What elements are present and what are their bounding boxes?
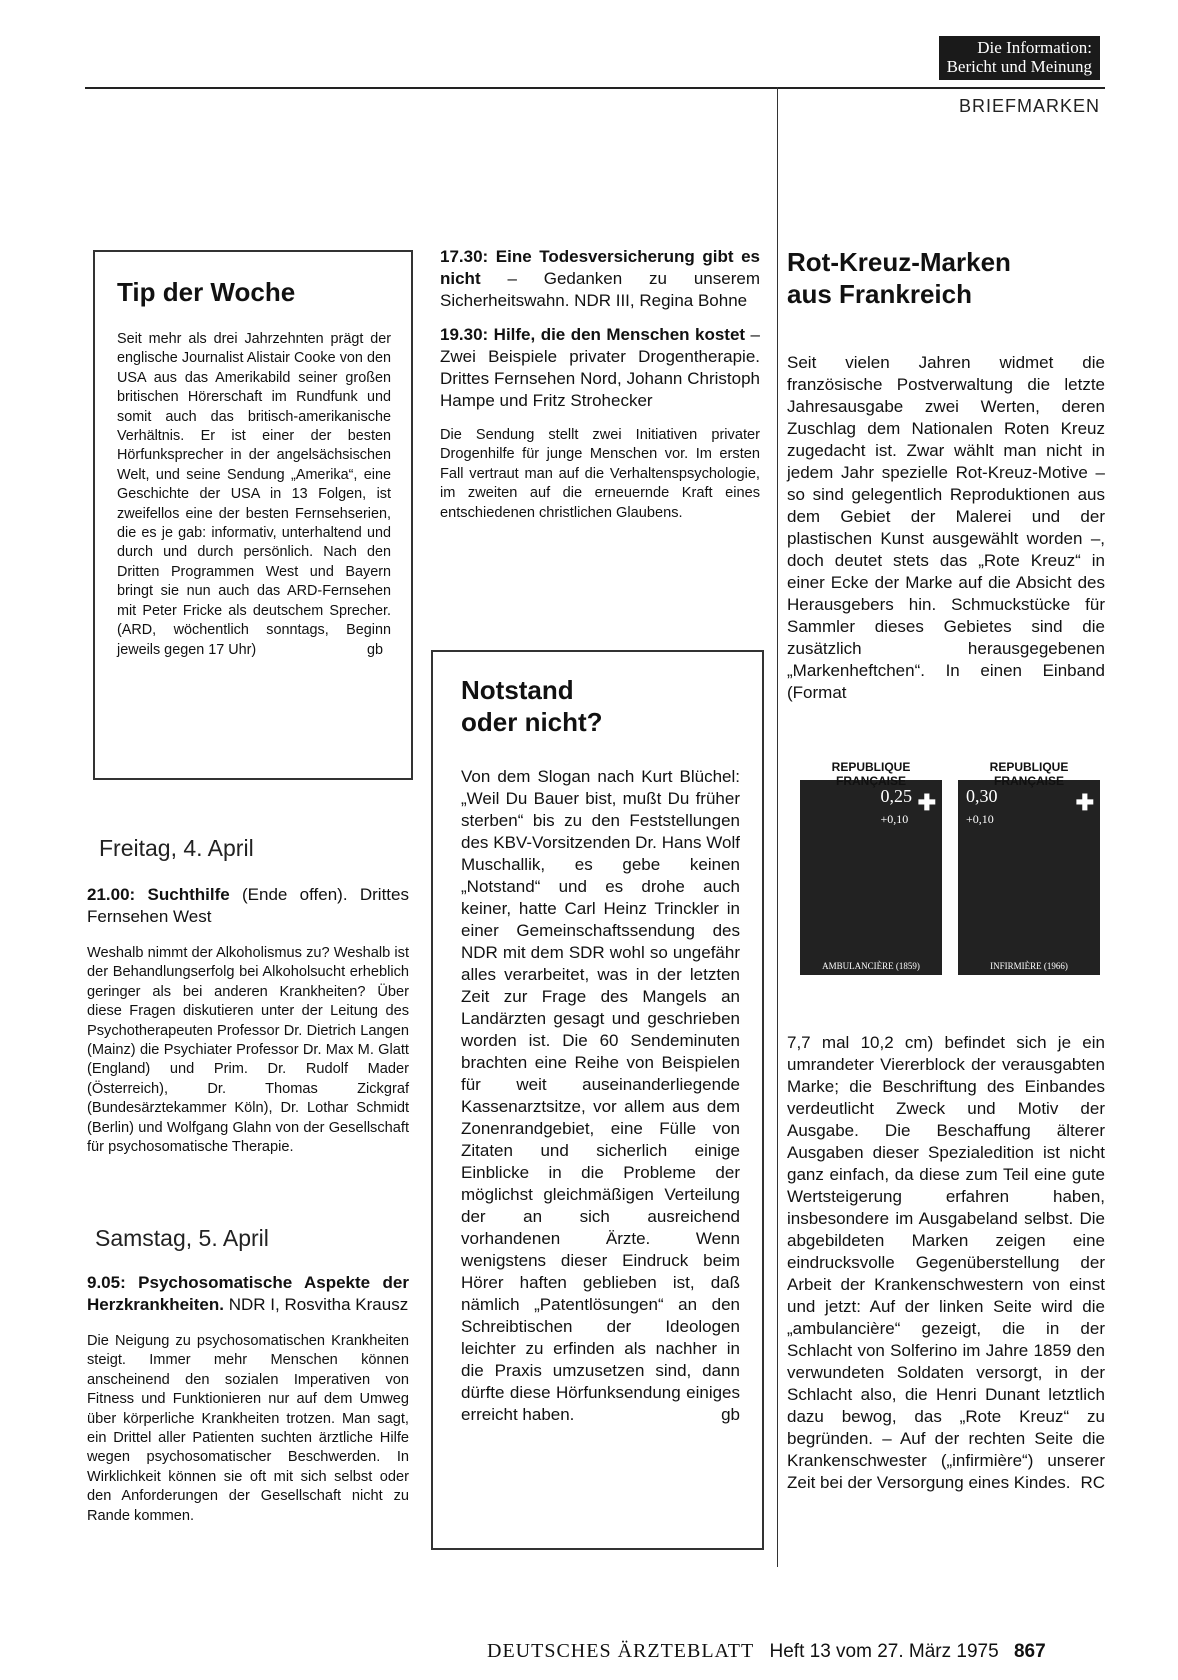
- article-title-line-2: aus Frankreich: [787, 279, 972, 309]
- article-continuation: [787, 1032, 1105, 1494]
- stamp-2-value-text: 0,30: [966, 786, 998, 806]
- saturday-lead: [87, 1272, 409, 1316]
- friday-lead: [87, 884, 409, 928]
- friday-lead-rest: (Ende offen). Drittes Fernsehen West: [87, 885, 409, 926]
- mid-item-2-rest: – Zwei Beispiele privater Drogentherapie. Drittes Fernsehen Nord, Johann Christoph Hampe und Fritz Strohecker: [440, 325, 760, 410]
- friday-lead-bold: 21.00: Suchthilfe: [87, 885, 230, 904]
- rubric-line-2: Bericht und Meinung: [946, 57, 1092, 76]
- tip-text-content: Seit mehr als drei Jahrzehnten prägt der englische Journalist Alistair Cooke von den USA aus das Amerikabild seiner großen britischen Hörerschaft im Rundfunk und somit auch das britisch-amerikanische Verhältnis. Er ist einer der besten Hörfunksprecher in der angelsächsischen Welt, und seine Sendung „Amerika“, eine Geschichte der USA in 13 Folgen, ist zweifellos eine der besten Fernsehserien, die es je gab: informativ, unterhaltend und durch und durch persönlich. Nach den Dritten Programmen West und Bayern bringt sie nun auch das ARD-Fernsehen mit Peter Fricke als deutschem Sprecher. (ARD, wöchentlich sonntags, Beginn jeweils gegen 17 Uhr): [117, 331, 391, 658]
- tip-title: Tip der Woche: [117, 277, 296, 307]
- page-number: 867: [1013, 1641, 1046, 1662]
- tip-box: [93, 250, 413, 780]
- mid-item-1-bold: 17.30: Eine Todesversicherung gibt es nicht: [440, 247, 760, 288]
- notstand-title: [461, 674, 740, 738]
- notstand-signature: gb: [721, 1405, 740, 1424]
- friday-section: [87, 835, 409, 1157]
- stamp-1-value: [881, 786, 913, 828]
- tip-text: [117, 330, 391, 660]
- article-text-1: Seit vielen Jahren widmet die französische Postverwaltung die letzte Jahresausgabe zwei Werten, deren Zuschlag dem Nationalen Roten Kreuz zugedacht ist. Zwar wählt man nicht in jedem Jahr spezielle Rot-Kreuz-Motive – so sind gelegentlich Reproduktionen aus dem Gebiet der Malerei und der plastischen Kunst ausgewählt worden –, doch deutet stets das „Rote Kreuz“ in einer Ecke der Marke auf die Absicht des Herausgebers hin. Schmuckstücke für Sammler dieses Gebietes sind die zusätzlich herausgegebenen „Markenheftchen“. In einen Einband (Format: [787, 353, 1105, 702]
- page-footer: [487, 1640, 1046, 1663]
- red-cross-icon: ✚: [1075, 790, 1094, 815]
- column-divider: [777, 87, 778, 1567]
- notstand-title-line-1: Notstand: [461, 675, 574, 705]
- mid-item-2: [440, 324, 760, 412]
- notstand-title-line-2: oder nicht?: [461, 707, 603, 737]
- article-signature: RC: [1080, 1473, 1105, 1492]
- mid-item-2-bold: 19.30: Hilfe, die den Menschen kostet: [440, 325, 746, 344]
- notstand-text-content: Von dem Slogan nach Kurt Blüchel: „Weil Du Bauer bist, mußt Du früher sterben“ bis zu den Feststellungen des KBV-Vorsitzenden Dr. Hans Wolf Muschallik, es gebe keinen „Notstand“ und es drohe auch keiner, hatte Carl Heinz Trinckler in einer Gemeinschaftssendung des NDR mit dem SDR wohl so ungefähr alles verarbeitet, was in der letzten Zeit zur Frage des Mangels an Landärzten gesagt und geschrieben worden ist. Die 60 Sendeminuten brachten eine Reihe von Beispielen für weit auseinanderliegende Kassenarztsitze, vor allem aus dem Zonenrandgebiet, eine Fülle von Zitaten und sicherlich einige Einblicke in die Probleme der möglichst gleichmäßigen Verteilung der an sich ausreichend vorhandenen Ärzte. Wenn wenigstens dieser Eindruck beim Hörer haften geblieben ist, daß nämlich „Patentlösungen“ an den Schreibtischen der Ideologen leichter zu erfinden als nachher in die Praxis umzusetzen sind, dann dürfte diese Hörfunksendung einiges erreicht haben.: [461, 767, 740, 1424]
- stamp-2-surcharge: +0,10: [966, 812, 994, 826]
- stamp-2-value: [966, 786, 998, 828]
- saturday-lead-rest: NDR I, Rosvitha Krausz: [224, 1295, 409, 1314]
- tip-signature: gb: [366, 641, 383, 658]
- stamp-1-country: REPUBLIQUE FRANÇAISE: [831, 760, 911, 788]
- notstand-box: [431, 650, 764, 1550]
- header-rule: [85, 87, 1105, 89]
- article-text-2-content: 7,7 mal 10,2 cm) befindet sich je ein umrandeter Viererblock der verausgabten Marke; die Beschriftung des Einbandes verdeutlicht Zweck und Motiv der Ausgabe. Die Beschaffung älterer Ausgaben dieser Spezialedition ist nicht ganz einfach, da diese zum Teil eine gute Wertsteigerung erfahren haben, insbesondere im Ausgabeland selbst. Die abgebildeten Marken zeigen eine eindrucksvolle Gegenüberstellung der Arbeit der Krankenschwestern von einst und jetzt: Auf der linken Seite wird die „ambulancière“ gezeigt, die in der Schlacht von Solferino im Jahre 1859 den verwundeten Soldaten versorgt, in der Schlacht also, die Henri Dunant letztlich dazu bewog, das „Rote Kreuz“ zu begründen. – Auf der rechten Seite die Krankenschwester („infirmière“) unserer Zeit bei der Versorgung eines Kindes.: [787, 1033, 1105, 1492]
- stamp-1-value-text: 0,25: [880, 786, 912, 806]
- rubric-line-1: Die Information:: [977, 38, 1092, 57]
- mid-column-top: [440, 246, 760, 523]
- saturday-text: Die Neigung zu psychosomatischen Krankheiten steigt. Immer mehr Menschen können anscheinend den sozialen Imperativen von Fitness und Funktionieren nur auf dem Umweg über körperliche Krankheiten trotzen. Man sagt, ein Drittel aller Patienten suchten ärztliche Hilfe wegen psychosomatischer Beschwerden. In Wirklichkeit können sie oft mit sich selbst oder den Anforderungen der Gesellschaft nicht zu Rande kommen.: [87, 1333, 409, 1524]
- article-title: [787, 246, 1105, 310]
- mid-item-1: [440, 246, 760, 312]
- footer-issue: Heft 13 vom 27. März 1975: [769, 1641, 999, 1662]
- friday-day-heading: Freitag, 4. April: [99, 835, 254, 861]
- friday-text: Weshalb nimmt der Alkoholismus zu? Weshalb ist der Behandlungserfolg bei Alkoholsucht erheblich geringer als bei anderen Krankheiten? Über diese Fragen diskutieren unter der Leitung des Psychotherapeuten Professor Dr. Dietrich Langen (Mainz) die Psychiater Professor Dr. Max M. Glatt (England) und Prim. Dr. Rudolf Mader (Österreich), Dr. Thomas Zickgraf (Bundesärztekammer Köln), Dr. Lothar Schmidt (Berlin) und Wolfgang Glahn von der Gesellschaft für psychosomatische Therapie.: [87, 945, 409, 1156]
- stamp-1-caption: AMBULANCIÈRE (1859): [822, 961, 920, 971]
- mid-item-1-rest: – Gedanken zu unserem Sicherheitswahn. NDR III, Regina Bohne: [440, 269, 760, 310]
- stamp-ambulanciere: [800, 760, 942, 975]
- section-label: BRIEFMARKEN: [958, 96, 1100, 116]
- notstand-text: [461, 766, 740, 1426]
- mid-item-2-text: Die Sendung stellt zwei Initiativen privater Drogenhilfe für junge Menschen vor. Im ersten Fall vertraut man auf die Verhaltenspsychologie, im zweiten auf die erneuernde Kraft eines entschiedenen christlichen Glaubens.: [440, 427, 760, 521]
- saturday-section: [87, 1225, 409, 1526]
- footer-masthead: DEUTSCHES ÄRZTEBLATT: [487, 1640, 755, 1662]
- article-column: [787, 246, 1105, 704]
- red-cross-icon: ✚: [917, 790, 936, 815]
- stamp-infirmiere: [958, 760, 1100, 975]
- stamp-1-surcharge: +0,10: [880, 812, 909, 826]
- stamp-2-caption: INFIRMIÈRE (1966): [990, 961, 1068, 971]
- saturday-lead-bold: 9.05: Psychosomatische Aspekte der Herzkrankheiten.: [87, 1273, 409, 1314]
- stamp-2-country: REPUBLIQUE FRANÇAISE: [989, 760, 1069, 788]
- article-text-2: [787, 1032, 1105, 1494]
- article-title-line-1: Rot-Kreuz-Marken: [787, 247, 1011, 277]
- rubric-label: [939, 36, 1100, 80]
- saturday-day-heading: Samstag, 5. April: [95, 1225, 269, 1251]
